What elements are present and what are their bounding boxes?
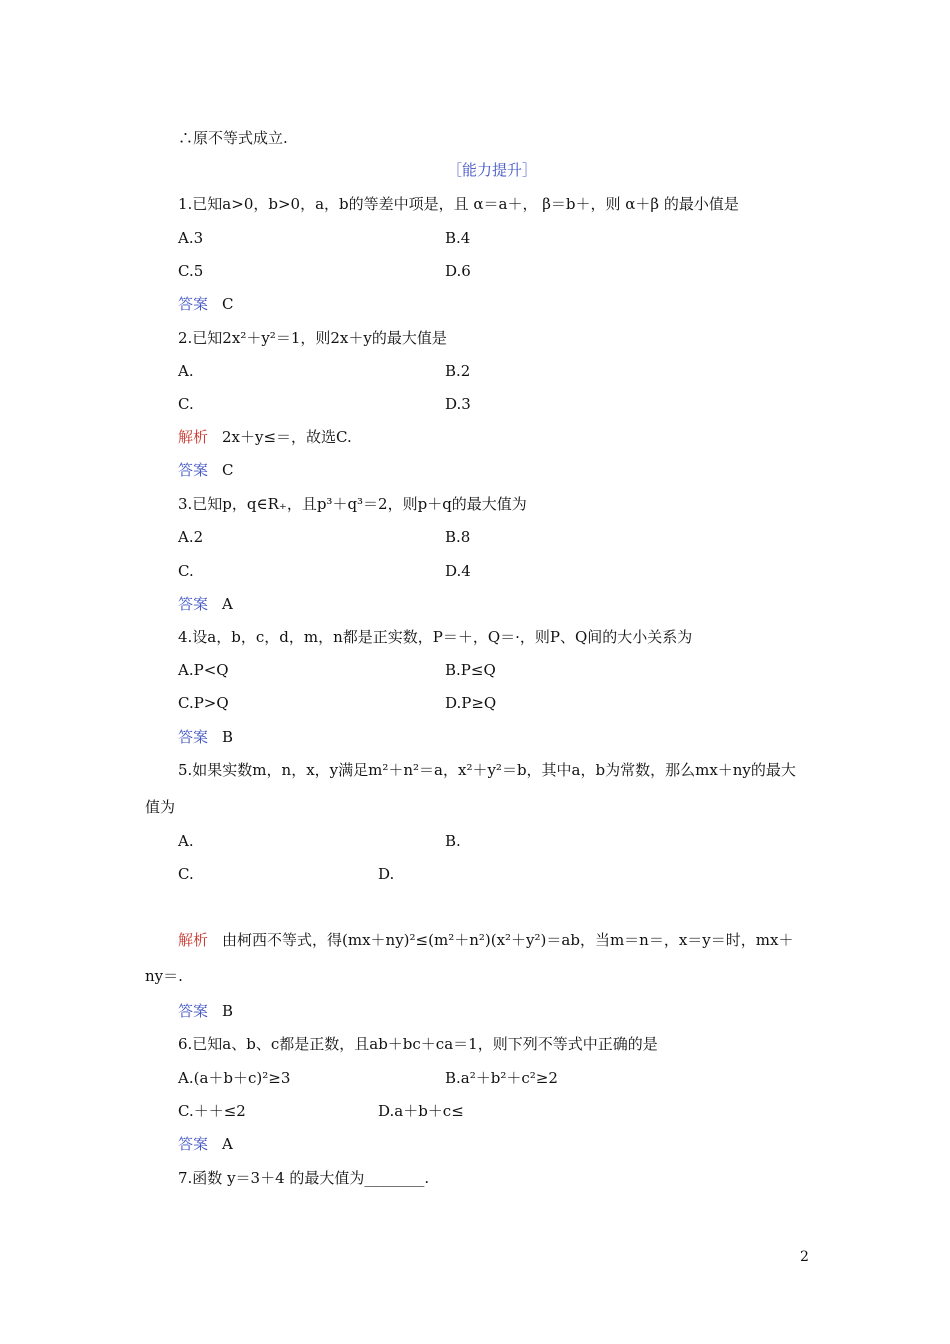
q4-option-a: A.P<Q [178,661,229,679]
answer-label: 答案 [178,295,209,313]
q1-answer: C [222,295,234,313]
q1-option-a: A.3 [178,229,204,247]
q5-option-c: C. [178,865,194,883]
q6-answer-row [178,1134,233,1154]
intro-conclusion: ∴原不等式成立. [178,129,288,147]
q1-option-d: D.6 [445,262,471,280]
q6-option-a: A.(a＋b＋c)²≥3 [178,1069,291,1087]
q4-stem: 4.设a，b，c，d，m，n都是正实数，P＝＋，Q＝·，则P、Q间的大小关系为 [178,628,693,646]
analysis-label: 解析 [178,931,209,949]
q6-stem: 6.已知a、b、c都是正数，且ab＋bc＋ca＝1，则下列不等式中正确的是 [178,1035,658,1053]
q6-option-d: D.a＋b＋c≤ [378,1102,464,1120]
q1-option-b: B.4 [445,229,471,247]
q2-option-d: D.3 [445,395,471,413]
q3-option-b: B.8 [445,528,471,546]
q1-stem: 1.已知a>0，b>0，a，b的等差中项是，且 α＝a＋， β＝b＋，则 α＋β 的最小值是 [178,195,739,213]
answer-label: 答案 [178,1135,209,1153]
answer-label: 答案 [178,728,209,746]
q5-stem-line1: 5.如果实数m，n，x，y满足m²＋n²＝a，x²＋y²＝b，其中a，b为常数，那么mx＋ny的最大 [178,761,796,779]
q3-answer-row [178,594,233,614]
q5-analysis-row [178,930,793,950]
q3-option-a: A.2 [178,528,204,546]
q2-option-a: A. [178,362,194,380]
q1-answer-row [178,294,234,314]
analysis-label: 解析 [178,428,209,446]
q6-option-c: C.＋＋≤2 [178,1102,246,1120]
answer-label: 答案 [178,1002,209,1020]
q5-analysis-line2: ny＝. [145,967,183,985]
q4-option-d: D.P≥Q [445,694,497,712]
q5-option-d: D. [378,865,395,883]
q1-option-c: C.5 [178,262,204,280]
q4-answer: B [222,728,234,746]
q2-stem: 2.已知2x²＋y²＝1，则2x＋y的最大值是 [178,329,447,347]
q7-stem: 7.函数 y＝3＋4 的最大值为________. [178,1169,430,1187]
q5-answer: B [222,1002,234,1020]
q6-option-b: B.a²＋b²＋c²≥2 [445,1069,558,1087]
q2-option-c: C. [178,395,194,413]
section-title: ［能力提升］ [447,161,538,179]
q2-answer: C [222,461,234,479]
q4-option-c: C.P>Q [178,694,229,712]
q4-option-b: B.P≤Q [445,661,496,679]
q2-option-b: B.2 [445,362,471,380]
q5-option-a: A. [178,832,194,850]
q2-answer-row [178,460,234,480]
q2-analysis-row [178,427,352,447]
q5-answer-row [178,1001,233,1021]
q3-stem: 3.已知p，q∈R₊，且p³＋q³＝2，则p＋q的最大值为 [178,495,527,513]
q3-option-d: D.4 [445,562,471,580]
answer-label: 答案 [178,461,209,479]
q5-stem-line2: 值为 [145,798,176,816]
q3-answer: A [222,595,233,613]
page-number: 2 [800,1249,809,1265]
q3-option-c: C. [178,562,194,580]
q5-analysis-line1: 由柯西不等式，得(mx＋ny)²≤(m²＋n²)(x²＋y²)＝ab，当m＝n＝，x＝y＝时，mx＋ [222,931,794,949]
q5-option-b: B. [445,832,461,850]
q6-answer: A [222,1135,233,1153]
answer-label: 答案 [178,595,209,613]
q4-answer-row [178,727,233,747]
q2-analysis: 2x＋y≤＝，故选C. [222,428,352,446]
